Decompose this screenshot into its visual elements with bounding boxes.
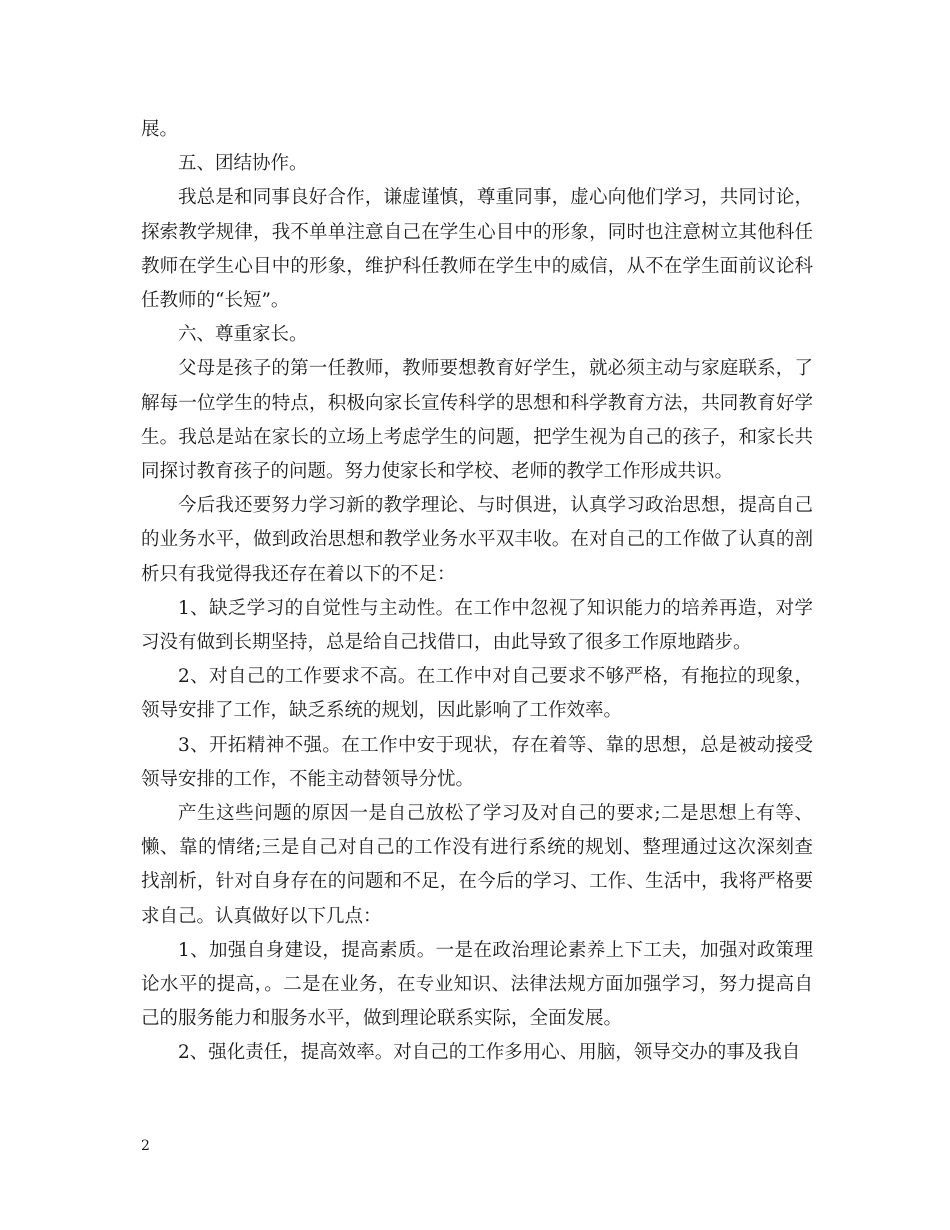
list-item-shortcoming-2: 2、对自己的工作要求不高。在工作中对自己要求不够严格，有拖拉的现象，领导安排了工作，缺乏系统的规划，因此影响了工作效率。: [141, 666, 813, 722]
list-item-improvement-1: 1、加强自身建设，提高素质。一是在政治理论素养上下工夫，加强对政策理论水平的提高，。二是在业务，在专业知识、法律法规方面加强学习，努力提高自己的服务能力和服务水平，做到理论联系实际，全面发展。: [141, 939, 813, 1030]
heading-five-teamwork: 五、团结协作。: [178, 153, 308, 175]
paragraph-parents: 父母是孩子的第一任教师，教师要想教育好学生，就必须主动与家庭联系，了解每一位学生的特点，积极向家长宣传科学的思想和科学教育方法，共同教育好学生。我总是站在家长的立场上考虑学生的问题，把学生视为自己的孩子，和家长共同探讨教育孩子的问题。努力使家长和学校、老师的教学工作形成共识。: [141, 358, 813, 483]
document-body: [141, 113, 813, 1071]
paragraph-continuation: 展。: [141, 119, 179, 140]
heading-six-respect-parents: 六、尊重家长。: [178, 324, 308, 346]
page-number: 2: [141, 1138, 150, 1154]
list-item-shortcoming-1: 1、缺乏学习的自觉性与主动性。在工作中忽视了知识能力的培养再造，对学习没有做到长期坚持，总是给自己找借口，由此导致了很多工作原地踏步。: [141, 597, 813, 654]
paragraph-future-shortcomings: 今后我还要努力学习新的教学理论、与时俱进，认真学习政治思想，提高自己的业务水平，做到政治思想和教学业务水平双丰收。在对自己的工作做了认真的剖析只有我觉得我还存在着以下的不足：: [141, 495, 813, 585]
list-item-shortcoming-3: 3、开拓精神不强。在工作中安于现状，存在着等、靠的思想，总是被动接受领导安排的工作，不能主动替领导分忧。: [141, 734, 813, 790]
paragraph-causes: 产生这些问题的原因一是自己放松了学习及对自己的要求;二是思想上有等、懒、靠的情绪;三是自己对自己的工作没有进行系统的规划、整理通过这次深刻查找剖析，针对自身存在的问题和不足，在今后的学习、工作、生活中，我将严格要求自己。认真做好以下几点：: [141, 803, 813, 927]
list-item-improvement-2: 2、强化责任，提高效率。对自己的工作多用心、用脑，领导交办的事及我自: [178, 1042, 801, 1064]
paragraph-teamwork: 我总是和同事良好合作，谦虚谨慎，尊重同事，虚心向他们学习，共同讨论，探索教学规律，我不单单注意自己在学生心目中的形象，同时也注意树立其他科任教师在学生心目中的形象，维护科任教师在学生中的威信，从不在学生面前议论科任教师的“长短”。: [141, 187, 813, 312]
